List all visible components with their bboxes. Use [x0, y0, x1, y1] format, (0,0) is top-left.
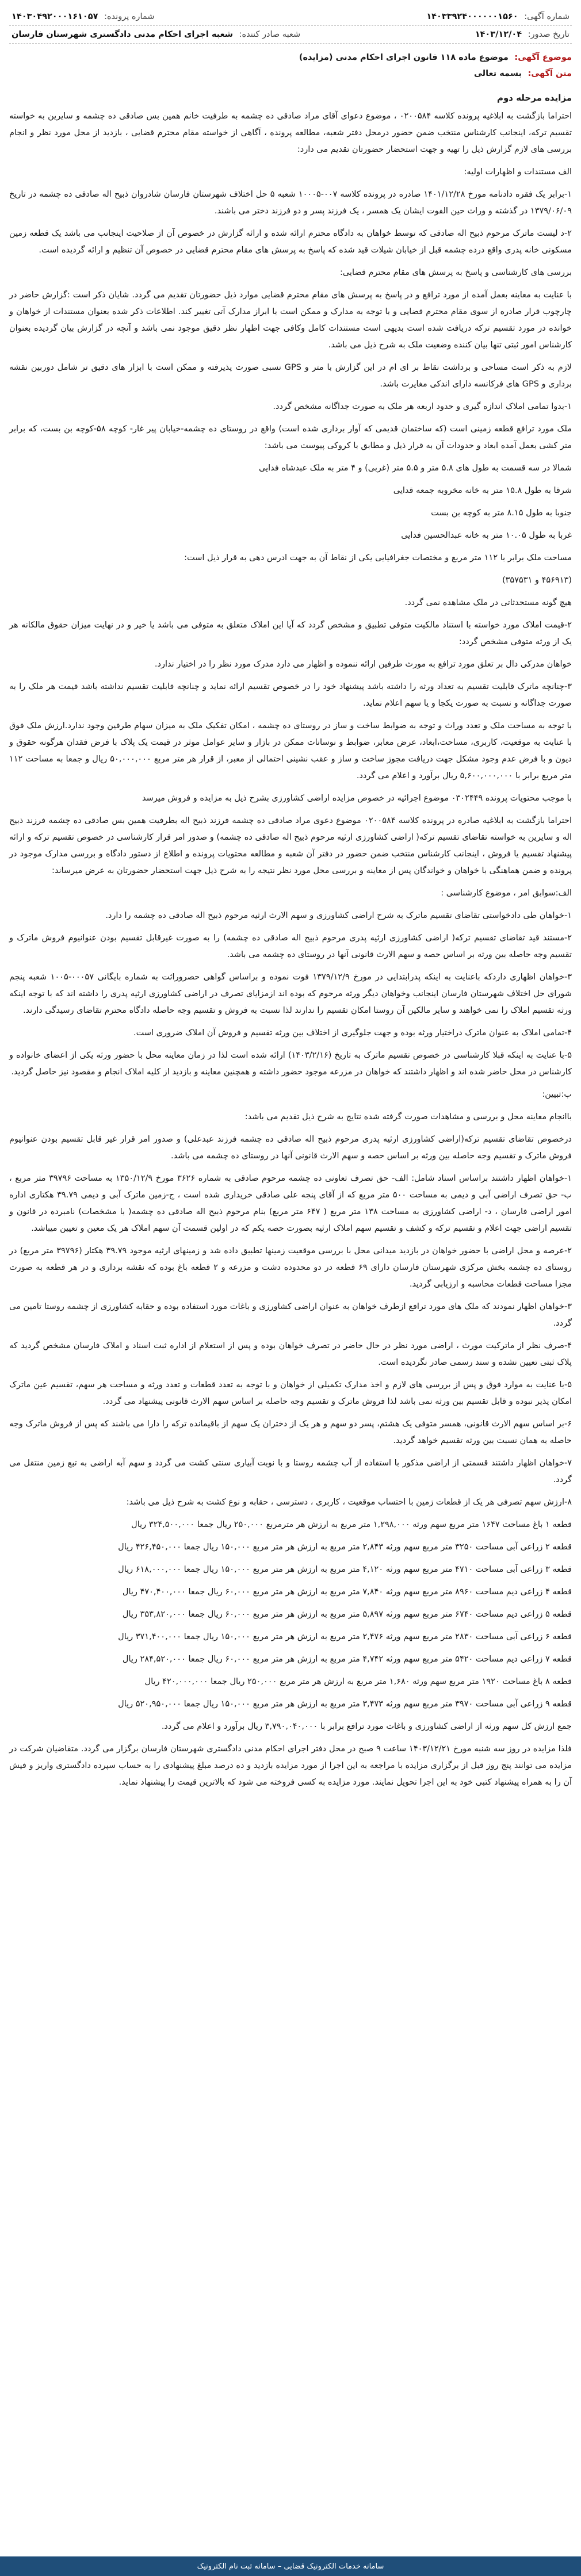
- subject-label: موضوع آگهی:: [514, 53, 572, 62]
- subject-text: موضوع ماده ۱۱۸ قانون اجرای احکام مدنی (مزایده): [299, 53, 509, 62]
- body-paragraph: جمع ارزش کل سهم ورثه از اراضی کشاورزی و باغات مورد ترافع برابر با ۳,۷۹۰,۰۴۰,۰۰۰ ریال برآورد و اعلام می گردد.: [161, 1722, 572, 1731]
- body-paragraph: ۶-بر اساس سهم الارث قانونی، همسر متوفی یک هشتم، پسر دو سهم و هر یک از دختران یک سهم از باقیمانده ترکه را دارا می باشند که پس از فروش ماترک وجه حاصله به همان نسبت بین ورثه تقسیم خواهد گردید.: [9, 1419, 572, 1445]
- ad-number: ۱۴۰۳۳۹۲۴۰۰۰۰۰۰۱۵۶۰: [426, 12, 518, 21]
- footer-text: سامانه خدمات الکترونیک قضایی – سامانه ثبت نام الکترونیک: [197, 2562, 384, 2571]
- body-paragraph: ۲-د لیست ماترک مرحوم ذبیح اله صادقی که توسط خواهان به دادگاه محترم ارائه شده و ارائه گزارش در خصوص آن از صلاحیت اینجانب می باشد یک قطعه زمین مسکونی خانه پدری واقع درده چشمه قبل از خیابان شیلات قید شده که پاسخ به پرسش های مقام محترم قضایی در خصوص آن تنظیم و ارائه گردیده است.: [9, 229, 572, 255]
- body-paragraph: ۲-مستند قید تقاضای تقسیم ترکه( اراضی کشاورزی ارثیه پدری مرحوم ذبیح اله صادقی ده چشمه) را به صورت غیرقابل تقسیم بودن عنوانیوم فروش ماترک و تقسیم وجه حاصله بین ورثه بر اساس حصه و سهم الارث قانونی آنها در روستای ده چشمه می باشد.: [9, 933, 572, 959]
- issuer-group: [12, 27, 300, 42]
- subject-block: [9, 49, 572, 82]
- body-paragraph: ۱-برابر یک فقره دادنامه مورخ ۱۴۰۱/۱۲/۲۸ صادره در پرونده کلاسه ۰۰۷-۱۰۰۰۵ شعبه ۵ حل اختلاف شهرستان فارسان شادروان ذبیح اله صادقی ده چشمه در تاریخ ۱۳۷۹/۰۶/۰۹ در گذشته و وراث حین الفوت ایشان یک همسر ، یک فرزند پسر و دو فرزند دختر می باشند.: [9, 190, 572, 216]
- issuer-label: شعبه صادر کننده:: [239, 30, 301, 39]
- body-paragraph: با توجه به مساحت ملک و تعدد وراث و توجه به ضوابط ساخت و ساز در روستای ده چشمه ، امکان تفکیک ملک به میزان سهام طرفین وجود ندارد.ارزش ملک فوق با عنایت به موقعیت، کاربری، مساحت،ابعاد، عرض معابر، ضوابط و نوسانات ممکن در بازار و سایر عوامل موثر در قیمت یک پلاک با فرض فقدان هرگونه حقوق و دیون و با فرض عدم وجود مشکل جهت دریافت مجوز ساخت و ساز و عقب نشینی احتمالی از معبر، از قرار هر متر مربع ۵۰,۰۰۰,۰۰۰ ریال و جمعا به مساحت ۱۱۲ متر مربع برابر با ۵,۶۰۰,۰۰۰,۰۰۰ ریال برآورد و اعلام می گردد.: [9, 721, 572, 780]
- file-number-group: [12, 9, 154, 24]
- body-paragraph: قطعه ۳ زراعی آبی مساحت ۴۷۱۰ متر مربع سهم ورثه ۴,۱۲۰ متر مربع به ارزش هر متر مربع ۱۵۰,۰۰۰ ریال جمعا ۶۱۸,۰۰۰,۰۰۰ ریال: [118, 1565, 572, 1574]
- ad-date-group: [475, 27, 569, 42]
- footer-bar: [0, 2556, 581, 2576]
- body-paragraph: ۱-خواهان اظهار داشتند براساس اسناد شامل: الف- حق تصرف تعاونی ده چشمه مرحوم صادقی به شماره ۳۶۲۶ مورخ ۱۳۵۰/۱۲/۹ به مساحت ۳۹۷۹۶ متر مربع ، ب- حق تصرف اراضی آبی و دیمی به مساحت ۵۰۰ متر مربع که از آقای پنجه علی صادقی خریداری شده است ، ج-زمین ماترک آبی و دیمی ۳۹.۷۹ هکتاری اداره امور اراضی فارسان ، د- اراضی کشاورزی به مساحت ۱۳۸ متر مربع ( ۶۴۷ متر مربع) بنام مرحوم ذبیح اله صادقی ده چشمه( با مشخصات) نامبرده در قانون و تقسیم اراضی جهت اعلام و تقسیم ترکه و کشف و تقسیم سهم املاک ارثیه بصورت حصه یکم که در اولین قسمت آن سهم املاک هر یک معین و تعیین میباشد.: [9, 1174, 572, 1233]
- body-paragraph: ۲-عرصه و محل اراضی با حضور خواهان در بازدید میدانی محل با بررسی موقعیت زمینها تطبیق داده شد و زمینهای ارثیه موجود ۳۹.۷۹ هکتار (۳۹۷۹۶ متر مربع) در روستای ده چشمه بخش مرکزی شهرستان فارسان دارای ۶۹ قطعه در دو محدوده دشت و مزرعه و ۲ قطعه باغ بوده که نقشه برداری و در هر قطعه به صورت مجزا مساحت قطعات محاسبه و ارزیابی گردید.: [9, 1246, 572, 1289]
- body-paragraph: ملک مورد ترافع قطعه زمینی است (که ساختمان قدیمی که آوار برداری شده است) واقع در روستای ده چشمه-خیابان پیر غار- کوچه ۵۸-کوچه بن بست، که برابر متر کشی بعمل آمده ابعاد و حدودات آن به قرار ذیل و مطابق با کروکی پیوست می باشد:: [9, 424, 572, 450]
- ad-number-label: شماره آگهی:: [524, 12, 569, 21]
- body-paragraph: الف:سوابق امر ، موضوع کارشناسی :: [441, 889, 572, 898]
- body-paragraph: شرقا به طول ۱۵.۸ متر به خانه مخروبه جمعه قدایی: [393, 486, 572, 495]
- body-paragraph: ۴-صرف نظر از ماترکیت مورث ، اراضی مورد نظر در حال حاضر در تصرف خواهان بوده و پس از استعلام از اداره ثبت اسناد و املاک فارسان مشخص گردید که پلاک ثبتی تعیین نشده و سند رسمی صادر نگردیده است.: [9, 1341, 572, 1367]
- text-line: [9, 66, 572, 82]
- body-paragraph: احتراما بازگشت به ابلاغیه صادره در پرونده کلاسه ۰۲۰۰۵۸۴ موضوع دعوی مراد صادقی ده چشمه فرزند ذبیح اله بطرفیت همین بس صادقی ده چشمه فرزند ذبیح اله و سایرین به خواسته تقاضای تقسیم ترکه( اراضی کشاورزی ارثیه مرحوم ذبیح اله صادقی ده چشمه) و صدور امر قرار کارشناسی در خصوص تقسیم ترکه و ارائه پیشنهاد تقسیم یا فروش ، اینجانب کارشناس منتخب ضمن حضور در دفتر آن شعبه و مطالعه محتویات پرونده و اطلاع از دستور دادگاه و بررسی مدارک موجود در پرونده و ضمن هماهنگی با خواهان و خواندگان پس از معاینه و بررسی محل مورد نظر نتیجه را به شرح ذیل جهت استحضار حضورتان به عرض میرساند:: [9, 816, 572, 875]
- body-paragraph: قطعه ۲ زراعی آبی مساحت ۳۲۵۰ متر مربع سهم ورثه ۲,۸۴۳ متر مربع به ارزش هر متر مربع ۱۵۰,۰۰۰ ریال جمعا ۴۲۶,۴۵۰,۰۰۰ ریال: [118, 1542, 572, 1552]
- body-paragraph: ۱-خواهان طی دادخواستی تقاضای تقسیم ماترک به شرح اراضی کشاورزی و سهم الارث ارثیه مرحوم ذبیح اله صادقی ده چشمه را دارد.: [105, 911, 572, 920]
- body-paragraph: ۳-خواهان اظهار نمودند که ملک های مورد ترافع ازطرف خواهان به عنوان اراضی کشاورزی و باغات مورد استفاده بوده و حقابه کشاورزی از چشمه روستا تامین می گردد.: [9, 1302, 572, 1328]
- body-paragraph: ۷-خواهان اظهار داشتند قسمتی از اراضی مذکور با استفاده از آب چشمه روستا و با نوبت آبیاری سنتی کشت می گردد و سهم آبه اراضی به تبع زمین منتقل می گردد.: [9, 1459, 572, 1484]
- subject-line: [9, 49, 572, 66]
- body-paragraph: بررسی های کارشناسی و پاسخ به پرسش های مقام محترم قضایی:: [339, 268, 572, 277]
- body-paragraph: الف‌ مستندات و اظهارات اولیه:: [464, 167, 572, 177]
- body-paragraph: قطعه ۴ زراعی دیم مساحت ۸۹۶۰ متر مربع سهم ورثه ۷,۸۴۰ متر مربع به ارزش هر متر مربع ۶۰,۰۰۰ ریال جمعا ۴۷۰,۴۰۰,۰۰۰ ریال: [122, 1587, 572, 1597]
- body-paragraph: درخصوص تقاضای تقسیم ترکه(اراضی کشاورزی ارثیه پدری مرحوم ذبیح اله صادقی ده چشمه فرزند عبدعلی) و صدور امر قرار غیر قابل تقسیم بودن عنوانیوم فروش ماترک و تقسیم وجه حاصله بین ورثه بر اساس حصه و سهم الارث قانونی آنها در روستای ده چشمه می باشد.: [9, 1135, 572, 1161]
- body-paragraph: ب:تبیین:: [542, 1090, 572, 1099]
- body-paragraph: شمالا در سه قسمت به طول های ۵.۸ متر و ۵.۵ متر (غربی) و ۴ متر به ملک عبدشاه فدایی: [259, 464, 572, 473]
- body-paragraph: باانجام معاینه محل و بررسی و مشاهدات صورت گرفته شده نتایج به شرح ذیل تقدیم می باشد:: [244, 1112, 572, 1122]
- ad-date: ۱۴۰۳/۱۲/۰۴: [475, 30, 522, 39]
- body-paragraph: ۱-بدوا تمامی املاک اندازه گیری و حدود اربعه هر ملک به صورت جداگانه مشخص گردد.: [273, 402, 572, 411]
- body-paragraph: ۲-قیمت املاک مورد خواسته با استناد مالکیت متوفی تطبیق و مشخص گردد که آیا این املاک متعلق به متوفی می باشد یا خیر و در نهایت میزان حقوق مالکانه هر یک از ورثه متوفی مشخص گردد:: [9, 621, 572, 646]
- body-paragraph: قطعه ۶ زراعی آبی مساحت ۲۸۳۰ متر مربع سهم ورثه ۲,۴۷۶ متر مربع به ارزش هر متر مربع ۱۵۰,۰۰۰ ریال جمعا ۳۷۱,۴۰۰,۰۰۰ ریال: [118, 1632, 572, 1641]
- body-paragraph: قطعه ۱ باغ مساحت ۱۶۴۷ متر مربع سهم ورثه ۱,۲۹۸,۰۰۰ متر مربع به ارزش هر مترمربع ۲۵۰,۰۰۰ ریال جمعا ۳۲۴,۵۰۰,۰۰۰ ریال: [131, 1520, 572, 1529]
- body-paragraph: احتراما بازگشت به ابلاغیه پرونده کلاسه ۰۲۰۰۵۸۴ ، موضوع دعوای آقای مراد صادقی ده چشمه به طرفیت خانم همین بس صادقی ده چشمه و سایرین به خواسته تقسیم ترکه، اینجانب کارشناس منتخب ضمن حضور درمحل دفتر شعبه، مطالعه پرونده ، آگاهی از خواسته مقام محترم قضایی ، بازدید از محل مورد نظر و انجام بررسی های لازم گزارش ذیل را تهیه و جهت استحضار حضورتان تقدیم می دارد:: [9, 112, 572, 154]
- file-number-label: شماره پرونده:: [104, 12, 155, 21]
- body-paragraph: لازم به ذکر است مساحی و برداشت نقاط بر ای ام در این گزارش با متر و GPS نسبی صورت پذیرفته و ممکن است با ابزار های دقیق تر شامل دوربین نقشه برداری و GPS های فرکانسه دارای اندکی مغایرت باشد.: [9, 363, 572, 389]
- file-number: ۱۴۰۳۰۴۹۲۰۰۰۱۶۱۰۵۷: [12, 12, 98, 21]
- body-paragraph: قطعه ۸ باغ مساحت ۱۹۲۰ متر مربع سهم ورثه ۱,۶۸۰ متر مربع به ارزش هر متر مربع ۲۵۰,۰۰۰ ریال جمعا ۴۲۰,۰۰۰,۰۰۰ ریال: [144, 1677, 572, 1686]
- body-paragraph: قطعه ۹ زراعی آبی مساحت ۳۹۷۰ متر مربع سهم ورثه ۳,۴۷۳ متر مربع به ارزش هر متر مربع ۱۵۰,۰۰۰ ریال جمعا ۵۲۰,۹۵۰,۰۰۰ ریال: [118, 1700, 572, 1709]
- body-paragraph: ۴-تمامی املاک به عنوان ماترک دراختیار ورثه بوده و جهت جلوگیری از اختلاف بین ورثه تقسیم و فروش آن املاک ضروری است.: [133, 1028, 572, 1038]
- body-paragraph: (۴۵۶۹۱۳ و ۳۵۷۵۳۱): [502, 576, 572, 585]
- intro-title: مزایده مرحله دوم: [496, 93, 572, 103]
- body-paragraph: فلذا مزایده در روز سه شنبه مورخ ۱۴۰۳/۱۲/۲۱ ساعت ۹ صبح در محل دفتر اجرای احکام مدنی دادگستری شهرستان فارسان برگزار می گردد. متقاضیان شرکت در مزایده می توانند پنج روز قبل از برگزاری مزایده با مراجعه به این اجرا از مورد مزایده بازدید و ده درصد مبلغ پیشنهادی را به حساب سپرده دادگستری واریز و فیش آن را به همراه پیشنهاد کتبی خود به این اجرا تحویل نمایند. مورد مزایده به کسی فروخته می شود که بالاترین قیمت را پیشنهاد نماید.: [9, 1744, 572, 1787]
- text-label: متن آگهی:: [528, 69, 572, 78]
- body-paragraph: ۵-با عنایت به اینکه قبلا کارشناسی در خصوص تقسیم ماترک به تاریخ (۱۴۰۳/۲/۱۶) ارائه شده است لذا در زمان معاینه محل با حضور ورثه یکی از اعضای خانواده و کارشناس در محل حاضر شده اند و اظهار داشتند که خواهان در مزرعه موجود حضور داشته و همچنین معاینه و بازدید از کلیه املاک انجام و مقصود نیز حاصل گردید.: [9, 1051, 572, 1077]
- body-paragraph: غربا به طول ۱۰.۰۵ متر به خانه عبدالحسین فدایی: [401, 531, 572, 540]
- body-paragraph: با عنایت به معاینه بعمل آمده از مورد ترافع و در پاسخ به پرسش های مقام محترم قضایی موارد ذیل حضورتان تقدیم می گردد. شایان ذکر است :گزارش حاضر در چارچوب قرار صادره از سوی مقام محترم قضایی و با توجه به مدارک و ممکن است با ابراز مدارک آتی تغییر کند. اطلاعات ذکر شده بعنوان مستندات از خواهان و خوانده در مورد تقسیم ترکه دریافت شده است بدیهی است مستندات کامل وکافی جهت اظهار نظر دقیق موجود نمی باشد و آنچه در گزارش بیان گردیده بعنوان کارشناس امور ثبتی تنها بیان کننده وضعیت ملک به شرح ذیل می باشد.: [9, 290, 572, 350]
- notice-body: [9, 108, 572, 1791]
- body-paragraph: مساحت ملک برابر با ۱۱۲ متر مربع و مختصات جغرافیایی یکی از نقاط آن به جهت ادرس دهی به قرار ذیل است:: [184, 553, 572, 562]
- body-paragraph: قطعه ۷ زراعی دیم مساحت ۵۴۲۰ متر مربع سهم ورثه ۴,۷۴۲ متر مربع به ارزش هر متر مربع ۶۰,۰۰۰ ریال جمعا ۲۸۴,۵۲۰,۰۰۰ ریال: [122, 1655, 572, 1664]
- text-heading: بسمه تعالی: [474, 69, 522, 78]
- body-paragraph: ۳-خواهان اظهاری داردکه باعنایت به اینکه پدرابتدایی در مورخ ۱۳۷۹/۱۲/۹ فوت نموده و براساس گواهی حصروراثت به شماره بایگانی ۰۰۰۵۷-۱۰۰۵ شعبه پنجم شورای حل اختلاف شهرستان فارسان اینجانب وخواهان دیگر ورثه مرحوم که بوده اند ازمزایای تصرف در اراضی کشاورزی ارثیه پدری را داشته اند که با توجه اینکه ورثه تقسیم املاک را نمی خواهند و سایر مالکین آن روستا امکان تقسیم را ندارند لذا نسبت به فروش و تقسیم وجه حاصله دادگاه محترم تقاضای رسیدگی دارند.: [9, 973, 572, 1015]
- body-paragraph: هیچ گونه مستحدثاتی در ملک مشاهده نمی گردد.: [404, 598, 572, 607]
- body-paragraph: ۳-چنانچه ماترک قابلیت تقسیم به تعداد ورثه را داشته باشد پیشنهاد خود را در خصوص تقسیم ارائه نماید و چنانچه قابلیت تقسیم نداشته باشد قیمت هر ملک را به صورت جداگانه و نسبت به صورت یکجا و یا سهم اعلام نماید.: [9, 682, 572, 708]
- issuer: شعبه اجرای احکام مدنی دادگستری شهرستان فارسان: [12, 30, 234, 39]
- body-paragraph: جنوبا به طول ۸.۱۵ متر به کوچه بن بست: [431, 508, 572, 518]
- body-paragraph: با موجب محتویات پرونده ۰۳۰۲۴۴۹ موضوع اجرائیه در خصوص مزایده اراضی کشاورزی بشرح ذیل به مزایده و فروش میرسد: [142, 794, 572, 803]
- body-paragraph: خواهان مدرکی دال بر تعلق مورد ترافع به مورث طرفین ارائه ننموده و اظهار می دارد مدرک مورد نظر را در اختیار ندارد.: [154, 660, 572, 669]
- ad-date-label: تاریخ صدور:: [528, 30, 569, 39]
- body-paragraph: ۸-ارزش سهم تصرفی هر یک از قطعات زمین با احتساب موقعیت ، کاربری ، دسترسی ، حقابه و نوع کشت به شرح ذیل می باشد:: [126, 1498, 572, 1507]
- body-paragraph: قطعه ۵ زراعی دیم مساحت ۶۷۴۰ متر مربع سهم ورثه ۵,۸۹۷ متر مربع به ارزش هر متر مربع ۶۰,۰۰۰ ریال جمعا ۳۵۳,۸۲۰,۰۰۰ ریال: [122, 1610, 572, 1619]
- body-paragraph: ۵-با عنایت به موارد فوق و پس از بررسی های لازم و اخذ مدارک تکمیلی از خواهان و با توجه به تعدد قطعات و تعدد ورثه و مساحت هر سهم، تقسیم عین ماترک امکان پذیر نبوده و قابل تقسیم بین ورثه نمی باشد لذا فروش ماترک و تقسیم وجه حاصله بر اساس سهم الارث قانونی پیشنهاد می گردد.: [9, 1380, 572, 1406]
- meta-row-2: [9, 26, 572, 44]
- ad-number-group: [426, 9, 569, 24]
- meta-row-1: [9, 8, 572, 26]
